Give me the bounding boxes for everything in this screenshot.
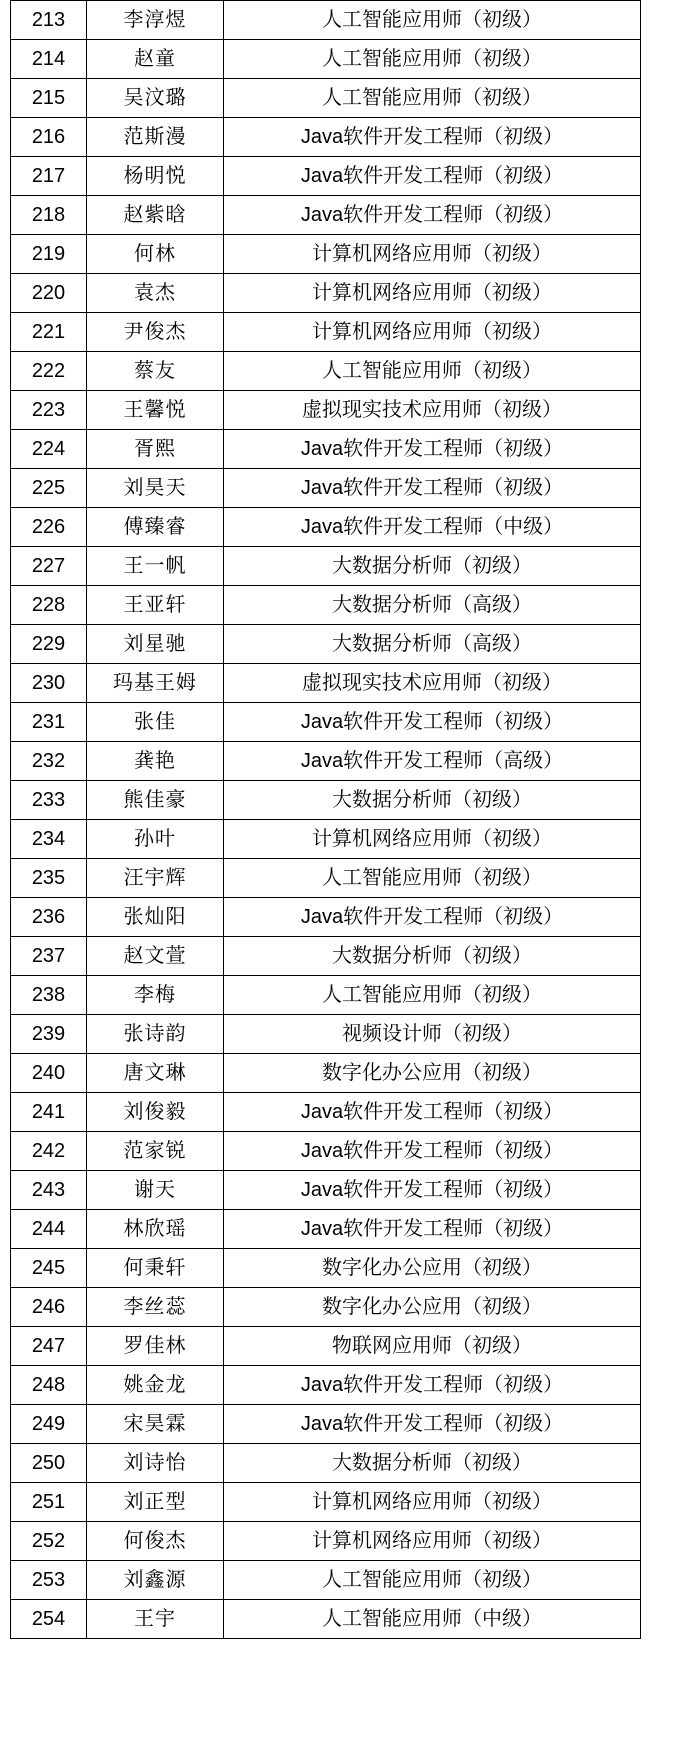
table-row	[11, 547, 641, 586]
row-certificate: 人工智能应用师（初级）	[224, 1, 641, 40]
row-number: 241	[11, 1093, 87, 1132]
row-number: 244	[11, 1210, 87, 1249]
row-name: 尹俊杰	[87, 313, 224, 352]
table-row	[11, 430, 641, 469]
table-row	[11, 742, 641, 781]
row-name: 龚艳	[87, 742, 224, 781]
row-number: 245	[11, 1249, 87, 1288]
row-number: 246	[11, 1288, 87, 1327]
table-row	[11, 508, 641, 547]
row-certificate: 大数据分析师（高级）	[224, 586, 641, 625]
table-row	[11, 1444, 641, 1483]
row-number: 254	[11, 1600, 87, 1639]
table-row	[11, 352, 641, 391]
row-name: 刘鑫源	[87, 1561, 224, 1600]
row-name: 蔡友	[87, 352, 224, 391]
row-number: 234	[11, 820, 87, 859]
row-certificate: 数字化办公应用（初级）	[224, 1249, 641, 1288]
certificate-table	[10, 0, 641, 1639]
row-name: 胥熙	[87, 430, 224, 469]
row-name: 谢天	[87, 1171, 224, 1210]
table-row	[11, 859, 641, 898]
table-row	[11, 118, 641, 157]
row-certificate: 人工智能应用师（初级）	[224, 859, 641, 898]
row-name: 王馨悦	[87, 391, 224, 430]
row-name: 赵童	[87, 40, 224, 79]
row-certificate: 计算机网络应用师（初级）	[224, 1483, 641, 1522]
row-number: 247	[11, 1327, 87, 1366]
row-number: 228	[11, 586, 87, 625]
row-number: 251	[11, 1483, 87, 1522]
row-certificate: Java软件开发工程师（初级）	[224, 703, 641, 742]
table-row	[11, 1483, 641, 1522]
row-number: 218	[11, 196, 87, 235]
row-certificate: Java软件开发工程师（中级）	[224, 508, 641, 547]
table-row	[11, 664, 641, 703]
row-name: 傅臻睿	[87, 508, 224, 547]
row-certificate: Java软件开发工程师（初级）	[224, 1132, 641, 1171]
row-name: 汪宇辉	[87, 859, 224, 898]
row-name: 张佳	[87, 703, 224, 742]
row-number: 229	[11, 625, 87, 664]
row-number: 233	[11, 781, 87, 820]
row-number: 224	[11, 430, 87, 469]
row-certificate: 计算机网络应用师（初级）	[224, 274, 641, 313]
row-number: 236	[11, 898, 87, 937]
table-row	[11, 1, 641, 40]
row-certificate: 数字化办公应用（初级）	[224, 1054, 641, 1093]
row-name: 吴汶璐	[87, 79, 224, 118]
table-row	[11, 820, 641, 859]
row-name: 玛基王姆	[87, 664, 224, 703]
table-row	[11, 391, 641, 430]
row-name: 何秉轩	[87, 1249, 224, 1288]
row-certificate: Java软件开发工程师（初级）	[224, 1366, 641, 1405]
table-row	[11, 313, 641, 352]
table-row	[11, 196, 641, 235]
row-name: 刘诗怡	[87, 1444, 224, 1483]
table-row	[11, 625, 641, 664]
table-row	[11, 1015, 641, 1054]
row-number: 250	[11, 1444, 87, 1483]
row-certificate: Java软件开发工程师（初级）	[224, 469, 641, 508]
table-row	[11, 898, 641, 937]
row-number: 217	[11, 157, 87, 196]
row-name: 李淳煜	[87, 1, 224, 40]
row-number: 214	[11, 40, 87, 79]
row-certificate: Java软件开发工程师（初级）	[224, 898, 641, 937]
row-name: 何俊杰	[87, 1522, 224, 1561]
row-certificate: Java软件开发工程师（初级）	[224, 1171, 641, 1210]
row-certificate: Java软件开发工程师（初级）	[224, 1093, 641, 1132]
row-number: 222	[11, 352, 87, 391]
row-number: 223	[11, 391, 87, 430]
table-row	[11, 1600, 641, 1639]
row-number: 248	[11, 1366, 87, 1405]
table-row	[11, 1171, 641, 1210]
row-certificate: Java软件开发工程师（初级）	[224, 157, 641, 196]
row-number: 232	[11, 742, 87, 781]
row-certificate: Java软件开发工程师（初级）	[224, 430, 641, 469]
table-row	[11, 781, 641, 820]
row-name: 姚金龙	[87, 1366, 224, 1405]
row-name: 范斯漫	[87, 118, 224, 157]
row-number: 239	[11, 1015, 87, 1054]
table-row	[11, 1210, 641, 1249]
row-number: 220	[11, 274, 87, 313]
row-certificate: 大数据分析师（初级）	[224, 781, 641, 820]
row-certificate: 虚拟现实技术应用师（初级）	[224, 391, 641, 430]
table-row	[11, 586, 641, 625]
row-certificate: Java软件开发工程师（初级）	[224, 1210, 641, 1249]
row-number: 230	[11, 664, 87, 703]
row-name: 林欣瑶	[87, 1210, 224, 1249]
table-row	[11, 1054, 641, 1093]
row-certificate: 计算机网络应用师（初级）	[224, 313, 641, 352]
row-certificate: 物联网应用师（初级）	[224, 1327, 641, 1366]
row-name: 张诗韵	[87, 1015, 224, 1054]
row-certificate: 人工智能应用师（初级）	[224, 976, 641, 1015]
row-certificate: 人工智能应用师（初级）	[224, 1561, 641, 1600]
table-body	[11, 1, 641, 1639]
row-name: 袁杰	[87, 274, 224, 313]
row-certificate: Java软件开发工程师（初级）	[224, 118, 641, 157]
row-number: 226	[11, 508, 87, 547]
row-name: 刘正型	[87, 1483, 224, 1522]
row-name: 赵紫晗	[87, 196, 224, 235]
row-number: 243	[11, 1171, 87, 1210]
row-certificate: Java软件开发工程师（高级）	[224, 742, 641, 781]
row-name: 何林	[87, 235, 224, 274]
row-name: 唐文琳	[87, 1054, 224, 1093]
table-row	[11, 274, 641, 313]
table-row	[11, 937, 641, 976]
row-name: 杨明悦	[87, 157, 224, 196]
row-name: 刘星驰	[87, 625, 224, 664]
row-number: 213	[11, 1, 87, 40]
row-name: 宋昊霖	[87, 1405, 224, 1444]
row-certificate: 计算机网络应用师（初级）	[224, 1522, 641, 1561]
table-row	[11, 1249, 641, 1288]
row-number: 252	[11, 1522, 87, 1561]
row-number: 240	[11, 1054, 87, 1093]
row-certificate: 虚拟现实技术应用师（初级）	[224, 664, 641, 703]
row-number: 215	[11, 79, 87, 118]
table-row	[11, 1522, 641, 1561]
row-number: 242	[11, 1132, 87, 1171]
table-row	[11, 79, 641, 118]
table-row	[11, 40, 641, 79]
row-number: 238	[11, 976, 87, 1015]
row-certificate: Java软件开发工程师（初级）	[224, 1405, 641, 1444]
table-row	[11, 1093, 641, 1132]
table-row	[11, 1561, 641, 1600]
row-name: 王宇	[87, 1600, 224, 1639]
table-row	[11, 1132, 641, 1171]
table-row	[11, 469, 641, 508]
table-row	[11, 235, 641, 274]
row-certificate: 人工智能应用师（中级）	[224, 1600, 641, 1639]
row-number: 253	[11, 1561, 87, 1600]
row-certificate: 视频设计师（初级）	[224, 1015, 641, 1054]
row-certificate: 大数据分析师（高级）	[224, 625, 641, 664]
row-name: 刘俊毅	[87, 1093, 224, 1132]
table-row	[11, 1366, 641, 1405]
table-row	[11, 1288, 641, 1327]
row-number: 235	[11, 859, 87, 898]
row-name: 范家锐	[87, 1132, 224, 1171]
row-certificate: 人工智能应用师（初级）	[224, 40, 641, 79]
row-certificate: 大数据分析师（初级）	[224, 1444, 641, 1483]
row-certificate: 大数据分析师（初级）	[224, 547, 641, 586]
row-name: 李梅	[87, 976, 224, 1015]
row-name: 赵文萱	[87, 937, 224, 976]
row-name: 王一帆	[87, 547, 224, 586]
row-certificate: 计算机网络应用师（初级）	[224, 235, 641, 274]
row-name: 罗佳林	[87, 1327, 224, 1366]
table-row	[11, 1405, 641, 1444]
row-name: 王亚轩	[87, 586, 224, 625]
row-certificate: 人工智能应用师（初级）	[224, 352, 641, 391]
row-certificate: 数字化办公应用（初级）	[224, 1288, 641, 1327]
row-certificate: Java软件开发工程师（初级）	[224, 196, 641, 235]
row-number: 219	[11, 235, 87, 274]
row-certificate: 计算机网络应用师（初级）	[224, 820, 641, 859]
row-number: 227	[11, 547, 87, 586]
row-certificate: 大数据分析师（初级）	[224, 937, 641, 976]
row-certificate: 人工智能应用师（初级）	[224, 79, 641, 118]
row-number: 216	[11, 118, 87, 157]
row-name: 刘昊天	[87, 469, 224, 508]
row-name: 张灿阳	[87, 898, 224, 937]
table-row	[11, 703, 641, 742]
row-name: 孙叶	[87, 820, 224, 859]
table-row	[11, 976, 641, 1015]
row-number: 249	[11, 1405, 87, 1444]
row-number: 237	[11, 937, 87, 976]
row-number: 225	[11, 469, 87, 508]
table-row	[11, 157, 641, 196]
row-name: 李丝蕊	[87, 1288, 224, 1327]
row-name: 熊佳豪	[87, 781, 224, 820]
row-number: 221	[11, 313, 87, 352]
table-row	[11, 1327, 641, 1366]
row-number: 231	[11, 703, 87, 742]
